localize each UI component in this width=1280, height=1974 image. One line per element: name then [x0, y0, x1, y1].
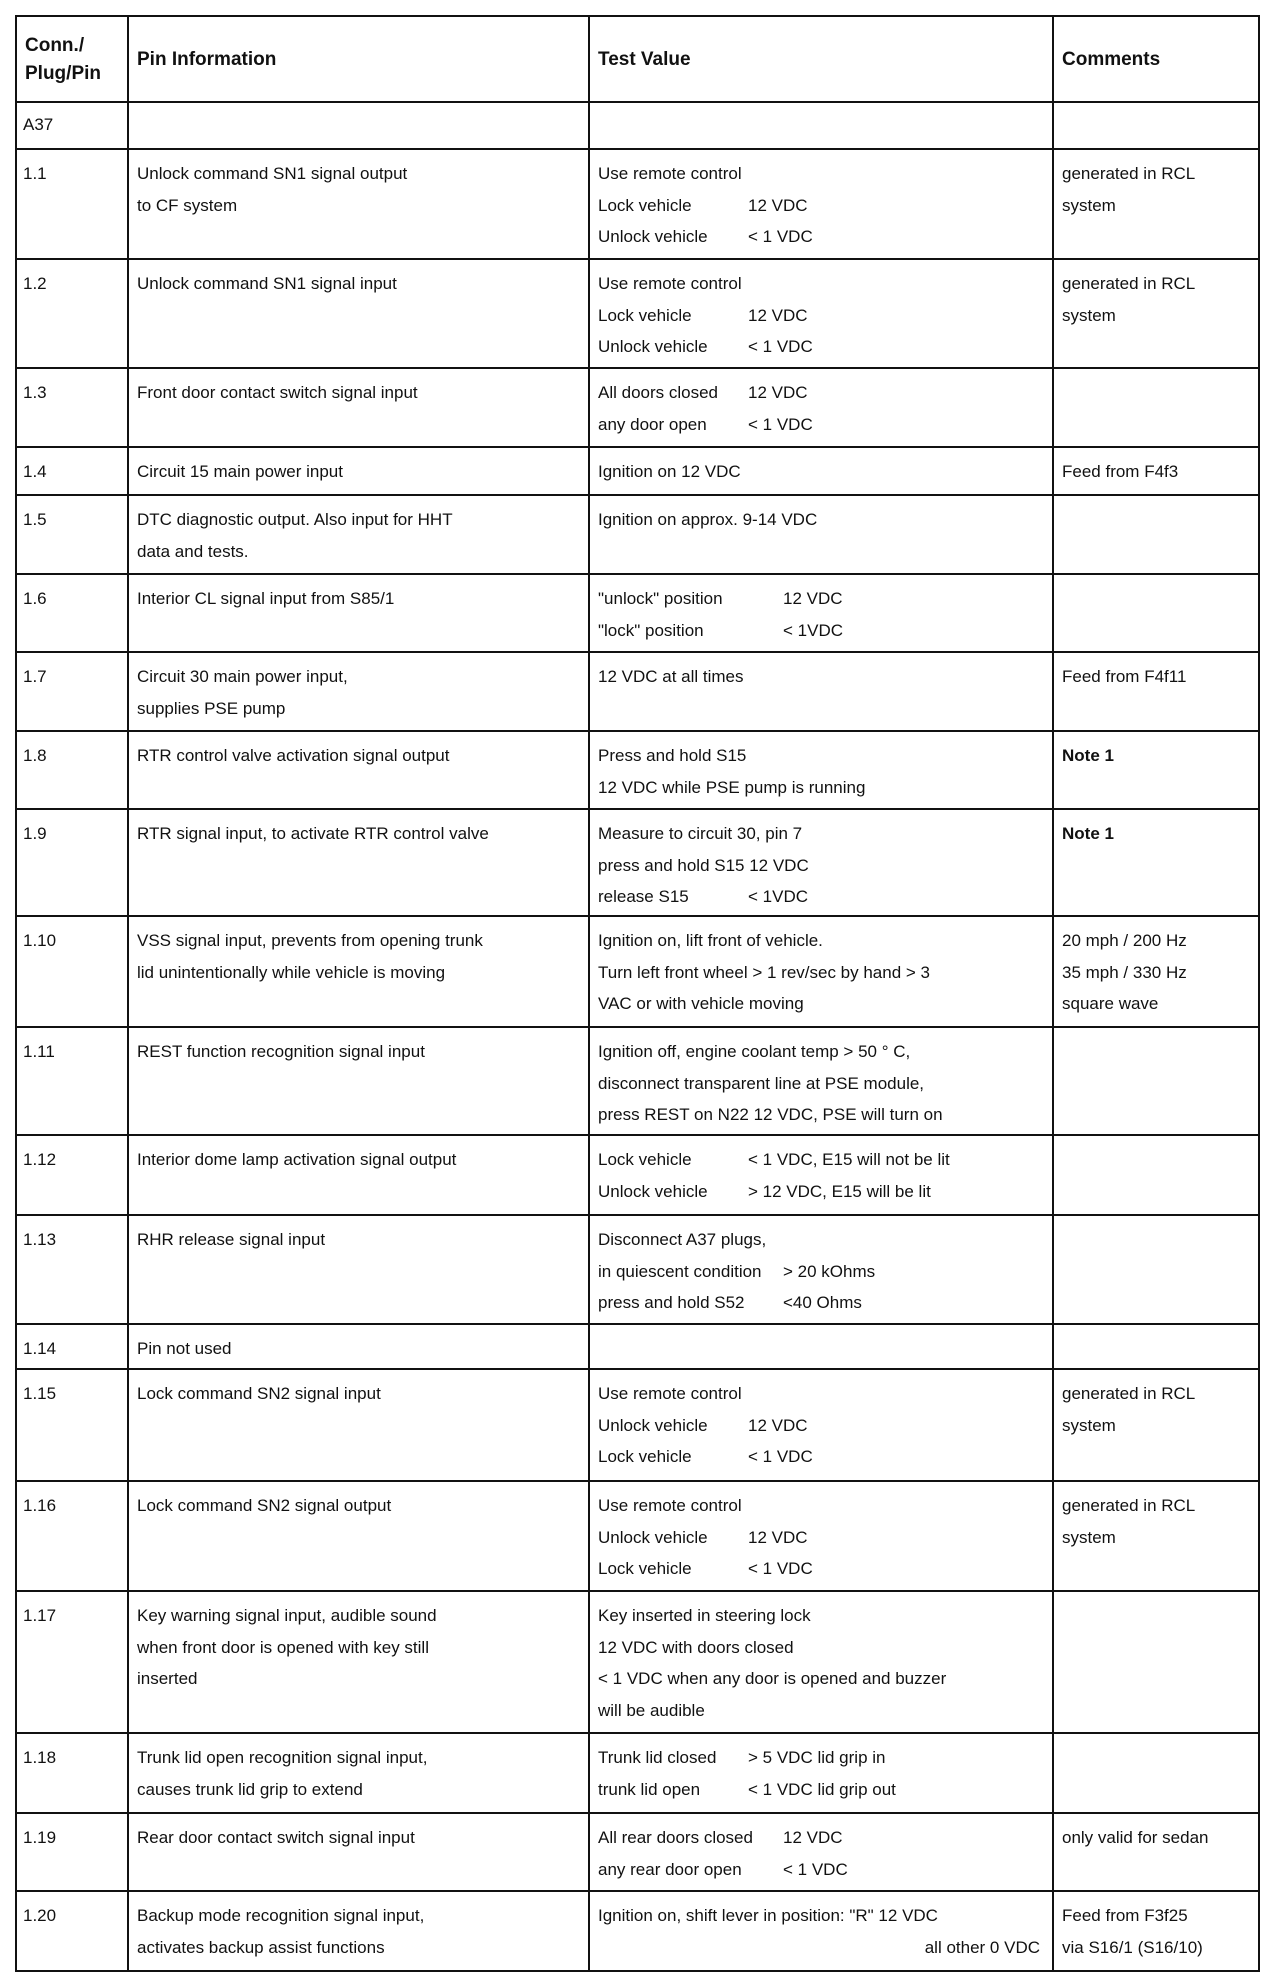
pin-cell: 1.18 [16, 1733, 128, 1813]
test-condition: 12 VDC at all times [598, 667, 744, 686]
info-line: Circuit 15 main power input [137, 462, 343, 481]
test-result: 12 VDC [748, 305, 808, 325]
comment-line: generated in RCL [1062, 1496, 1196, 1515]
pin-cell: 1.4 [16, 447, 128, 495]
test-result: < 1VDC [748, 887, 808, 906]
test-condition: Use remote control [598, 164, 742, 183]
pin-cell: 1.5 [16, 495, 128, 574]
test-condition: Lock vehicle [598, 195, 692, 215]
test-condition: Lock vehicle [598, 1150, 692, 1169]
test-line [598, 661, 1044, 693]
test-condition: press REST on N22 12 VDC, PSE will turn on [598, 1105, 943, 1124]
header-conn-plug-pin: Conn./ Plug/Pin [16, 16, 128, 102]
test-line [598, 1441, 1044, 1473]
test-line [598, 1287, 1044, 1319]
comment-line: system [1062, 305, 1116, 325]
test-result: 12 VDC [748, 1527, 808, 1547]
test-condition: Measure to circuit 30, pin 7 [598, 824, 803, 843]
test-value-cell [589, 731, 1053, 809]
test-condition: Trunk lid closed [598, 1748, 717, 1767]
pin-cell: 1.11 [16, 1027, 128, 1135]
info-line: Interior dome lamp activation signal output [137, 1150, 457, 1169]
table-row [16, 809, 1259, 916]
comment-line: Note 1 [1062, 824, 1114, 843]
comments-cell [1053, 1891, 1259, 1971]
pin-information-cell [128, 1027, 589, 1135]
test-condition: All doors closed [598, 383, 719, 402]
test-condition: "lock" position [598, 620, 704, 640]
table-row [16, 1481, 1259, 1591]
test-value-cell [589, 574, 1053, 652]
test-condition: Disconnect A37 plugs, [598, 1230, 767, 1249]
pin-cell: 1.1 [16, 149, 128, 259]
pin-information-cell [128, 447, 589, 495]
test-result: 12 VDC [783, 589, 843, 608]
test-line [598, 957, 1044, 989]
empty-cell [128, 102, 589, 149]
test-condition: any rear door open [598, 1859, 742, 1879]
pin-information-cell [128, 1591, 589, 1733]
test-value-cell [589, 1481, 1053, 1591]
info-line: Unlock command SN1 signal output [137, 164, 408, 183]
test-line [598, 1600, 1044, 1632]
test-result: < 1VDC [783, 620, 843, 640]
test-condition: Use remote control [598, 1384, 742, 1403]
info-line: RHR release signal input [137, 1230, 326, 1249]
info-line: REST function recognition signal input [137, 1042, 425, 1061]
test-line [598, 300, 1044, 332]
info-line: when front door is opened with key still [137, 1637, 429, 1657]
test-result: < 1 VDC [748, 337, 813, 356]
info-line: activates backup assist functions [137, 1937, 385, 1957]
comments-cell [1053, 368, 1259, 447]
test-value-cell [589, 368, 1053, 447]
test-condition: Ignition on, shift lever in position: "R" 12 VDC [598, 1906, 938, 1925]
table-row [16, 368, 1259, 447]
pin-cell: 1.7 [16, 652, 128, 731]
test-condition: VAC or with vehicle moving [598, 994, 804, 1013]
pin-cell: 1.19 [16, 1813, 128, 1891]
test-line [598, 1553, 1044, 1585]
empty-cell [1053, 102, 1259, 149]
comments-cell [1053, 447, 1259, 495]
info-line: causes trunk lid grip to extend [137, 1779, 363, 1799]
comment-line: generated in RCL [1062, 274, 1196, 293]
comment-line: system [1062, 195, 1116, 215]
test-line [598, 1378, 1044, 1410]
test-line [598, 331, 1044, 363]
info-line: RTR signal input, to activate RTR control valve [137, 824, 489, 843]
test-result: 12 VDC [748, 383, 808, 402]
test-line [598, 504, 1044, 536]
table-row [16, 1324, 1259, 1369]
comments-cell [1053, 574, 1259, 652]
comments-cell [1053, 1135, 1259, 1215]
test-value-cell [589, 1591, 1053, 1733]
comments-cell [1053, 1813, 1259, 1891]
comment-line: 20 mph / 200 Hz [1062, 931, 1187, 950]
test-condition: Unlock vehicle [598, 1181, 708, 1201]
test-line [598, 772, 1044, 804]
test-condition: Key inserted in steering lock [598, 1606, 811, 1625]
test-result: all other 0 VDC [924, 1937, 1040, 1957]
pin-cell: 1.14 [16, 1324, 128, 1369]
comment-line: generated in RCL [1062, 1384, 1196, 1403]
test-condition: All rear doors closed [598, 1828, 753, 1847]
test-line [598, 818, 1044, 850]
comments-cell [1053, 149, 1259, 259]
test-result: < 1 VDC [748, 1559, 813, 1578]
test-condition: Ignition on approx. 9-14 VDC [598, 510, 818, 529]
test-line [598, 221, 1044, 253]
table-row [16, 731, 1259, 809]
pin-cell: 1.10 [16, 916, 128, 1027]
test-line [598, 850, 1044, 882]
comments-cell [1053, 1324, 1259, 1369]
comments-cell [1053, 652, 1259, 731]
pin-information-cell [128, 1813, 589, 1891]
test-value-cell [589, 1813, 1053, 1891]
table-row [16, 1733, 1259, 1813]
test-line [598, 740, 1044, 772]
info-line: Circuit 30 main power input, [137, 667, 348, 686]
empty-cell [589, 102, 1053, 149]
test-value-cell [589, 1027, 1053, 1135]
table-row [16, 1135, 1259, 1215]
test-line [598, 409, 1044, 441]
test-condition: trunk lid open [598, 1779, 701, 1799]
test-line [598, 1900, 1044, 1932]
test-condition: Ignition on, lift front of vehicle. [598, 931, 823, 950]
pin-cell: 1.15 [16, 1369, 128, 1481]
test-line [598, 881, 1044, 913]
pin-information-cell [128, 1215, 589, 1324]
table-row [16, 1369, 1259, 1481]
test-result: < 1 VDC [748, 414, 813, 434]
pin-cell: 1.3 [16, 368, 128, 447]
comments-cell [1053, 809, 1259, 916]
comment-line: via S16/1 (S16/10) [1062, 1937, 1203, 1957]
comment-line: Feed from F4f3 [1062, 462, 1179, 481]
test-line [598, 190, 1044, 222]
pin-information-cell [128, 574, 589, 652]
test-result: 12 VDC [748, 1415, 808, 1435]
pin-cell: 1.12 [16, 1135, 128, 1215]
test-result: > 5 VDC lid grip in [748, 1748, 886, 1767]
group-label: A37 [16, 102, 128, 149]
pin-cell: 1.20 [16, 1891, 128, 1971]
test-value-cell [589, 149, 1053, 259]
comments-cell [1053, 1027, 1259, 1135]
comment-line: only valid for sedan [1062, 1828, 1209, 1847]
test-line [598, 456, 1044, 488]
table-row [16, 149, 1259, 259]
test-condition: Turn left front wheel > 1 rev/sec by hand > 3 [598, 962, 930, 982]
pin-cell: 1.6 [16, 574, 128, 652]
test-condition: Press and hold S15 [598, 746, 747, 765]
test-condition: Use remote control [598, 274, 742, 293]
test-value-cell [589, 1891, 1053, 1971]
test-value-cell [589, 916, 1053, 1027]
pin-information-cell [128, 495, 589, 574]
test-condition: "unlock" position [598, 589, 723, 608]
test-result: 12 VDC [783, 1828, 843, 1847]
info-line: data and tests. [137, 541, 249, 561]
test-condition: release S15 [598, 887, 689, 906]
test-condition: will be audible [598, 1700, 705, 1720]
info-line: to CF system [137, 195, 238, 215]
pin-information-cell [128, 368, 589, 447]
test-value-cell [589, 1215, 1053, 1324]
info-line: Unlock command SN1 signal input [137, 274, 397, 293]
test-value-cell [589, 652, 1053, 731]
test-result: < 1 VDC, E15 will not be lit [748, 1150, 950, 1169]
test-result: < 1 VDC [748, 227, 813, 246]
test-value-cell [589, 809, 1053, 916]
comment-line: 35 mph / 330 Hz [1062, 962, 1187, 982]
test-condition: press and hold S15 12 VDC [598, 855, 809, 875]
test-line [598, 1932, 1044, 1964]
test-line [598, 1176, 1044, 1208]
test-line [598, 1774, 1044, 1806]
pin-information-cell [128, 731, 589, 809]
table-row [16, 574, 1259, 652]
pin-cell: 1.2 [16, 259, 128, 368]
test-line [598, 583, 1044, 615]
header-comments: Comments [1053, 16, 1259, 102]
pin-information-cell [128, 1135, 589, 1215]
test-condition: Use remote control [598, 1496, 742, 1515]
test-condition: < 1 VDC when any door is opened and buzzer [598, 1669, 947, 1688]
test-condition: Unlock vehicle [598, 1415, 708, 1435]
test-condition: Lock vehicle [598, 305, 692, 325]
test-line [598, 1522, 1044, 1554]
group-row [16, 102, 1259, 149]
pin-information-cell [128, 1324, 589, 1369]
comments-cell [1053, 1481, 1259, 1591]
test-value-cell [589, 259, 1053, 368]
table-row [16, 1591, 1259, 1733]
test-condition: 12 VDC while PSE pump is running [598, 777, 866, 797]
info-line: VSS signal input, prevents from opening trunk [137, 931, 483, 950]
test-line [598, 925, 1044, 957]
pin-test-table [15, 15, 1260, 1972]
comment-line: system [1062, 1527, 1116, 1547]
test-line [598, 1036, 1044, 1068]
test-line [598, 158, 1044, 190]
test-condition: Unlock vehicle [598, 1527, 708, 1547]
pin-information-cell [128, 1891, 589, 1971]
test-line [598, 988, 1044, 1020]
comments-cell [1053, 259, 1259, 368]
comment-line: system [1062, 1415, 1116, 1435]
pin-information-cell [128, 1481, 589, 1591]
info-line: Backup mode recognition signal input, [137, 1906, 425, 1925]
info-line: Interior CL signal input from S85/1 [137, 589, 395, 608]
comments-cell [1053, 1733, 1259, 1813]
test-line [598, 1068, 1044, 1100]
header-pin-information: Pin Information [128, 16, 589, 102]
test-condition: disconnect transparent line at PSE module, [598, 1073, 925, 1093]
pin-information-cell [128, 809, 589, 916]
pin-cell: 1.8 [16, 731, 128, 809]
pin-cell: 1.16 [16, 1481, 128, 1591]
info-line: DTC diagnostic output. Also input for HHT [137, 510, 453, 529]
test-condition: 12 VDC with doors closed [598, 1637, 794, 1657]
test-value-cell [589, 447, 1053, 495]
comments-cell [1053, 1215, 1259, 1324]
test-line [598, 615, 1044, 647]
table-row [16, 652, 1259, 731]
test-line [598, 1822, 1044, 1854]
comment-line: Feed from F4f11 [1062, 667, 1187, 686]
test-result: > 20 kOhms [783, 1261, 876, 1281]
info-line: Front door contact switch signal input [137, 383, 418, 402]
test-line [598, 268, 1044, 300]
test-result: < 1 VDC [748, 1447, 813, 1466]
test-result: < 1 VDC [783, 1859, 848, 1879]
table-row [16, 495, 1259, 574]
test-line [598, 1410, 1044, 1442]
test-line [598, 1490, 1044, 1522]
test-value-cell [589, 495, 1053, 574]
table-row [16, 916, 1259, 1027]
comment-line: Note 1 [1062, 746, 1114, 765]
header-test-value: Test Value [589, 16, 1053, 102]
table-row [16, 259, 1259, 368]
test-condition: Unlock vehicle [598, 337, 708, 356]
comment-line: square wave [1062, 994, 1159, 1013]
header-row [16, 16, 1259, 102]
test-line [598, 1099, 1044, 1131]
comments-cell [1053, 916, 1259, 1027]
test-line [598, 1632, 1044, 1664]
test-line [598, 1224, 1044, 1256]
comments-cell [1053, 731, 1259, 809]
test-condition: Unlock vehicle [598, 227, 708, 246]
info-line: Rear door contact switch signal input [137, 1828, 415, 1847]
test-condition: in quiescent condition [598, 1261, 762, 1281]
info-line: Lock command SN2 signal output [137, 1496, 392, 1515]
pin-cell: 1.13 [16, 1215, 128, 1324]
test-value-cell [589, 1733, 1053, 1813]
test-value-cell [589, 1369, 1053, 1481]
test-line [598, 1663, 1044, 1695]
info-line: inserted [137, 1669, 198, 1688]
test-value-cell [589, 1135, 1053, 1215]
test-condition: Ignition on 12 VDC [598, 462, 741, 481]
comment-line: generated in RCL [1062, 164, 1196, 183]
test-line [598, 377, 1044, 409]
comments-cell [1053, 1369, 1259, 1481]
test-condition: Lock vehicle [598, 1447, 692, 1466]
pin-information-cell [128, 149, 589, 259]
info-line: RTR control valve activation signal output [137, 746, 450, 765]
pin-information-cell [128, 916, 589, 1027]
comments-cell [1053, 1591, 1259, 1733]
test-line [598, 1742, 1044, 1774]
pin-cell: 1.9 [16, 809, 128, 916]
info-line: supplies PSE pump [137, 698, 286, 718]
table-row [16, 1215, 1259, 1324]
test-line [598, 1144, 1044, 1176]
test-line [598, 1695, 1044, 1727]
pin-information-cell [128, 652, 589, 731]
pin-cell: 1.17 [16, 1591, 128, 1733]
pin-information-cell [128, 1733, 589, 1813]
test-condition: Lock vehicle [598, 1559, 692, 1578]
table-row [16, 447, 1259, 495]
test-line [598, 1256, 1044, 1288]
table-row [16, 1027, 1259, 1135]
test-value-cell [589, 1324, 1053, 1369]
pin-information-cell [128, 1369, 589, 1481]
info-line: Lock command SN2 signal input [137, 1384, 381, 1403]
test-condition: press and hold S52 [598, 1293, 745, 1312]
test-result: <40 Ohms [783, 1293, 862, 1312]
comment-line: Feed from F3f25 [1062, 1906, 1188, 1925]
test-condition: any door open [598, 414, 707, 434]
comments-cell [1053, 495, 1259, 574]
table-row [16, 1813, 1259, 1891]
test-result: < 1 VDC lid grip out [748, 1779, 896, 1799]
info-line: Key warning signal input, audible sound [137, 1606, 437, 1625]
pin-information-cell [128, 259, 589, 368]
info-line: lid unintentionally while vehicle is moving [137, 962, 446, 982]
test-condition: Ignition off, engine coolant temp > 50 ° C, [598, 1042, 911, 1061]
test-line [598, 1854, 1044, 1886]
info-line: Trunk lid open recognition signal input, [137, 1748, 428, 1767]
test-result: 12 VDC [748, 195, 808, 215]
test-result: > 12 VDC, E15 will be lit [748, 1181, 931, 1201]
table-row [16, 1891, 1259, 1971]
info-line: Pin not used [137, 1339, 232, 1358]
